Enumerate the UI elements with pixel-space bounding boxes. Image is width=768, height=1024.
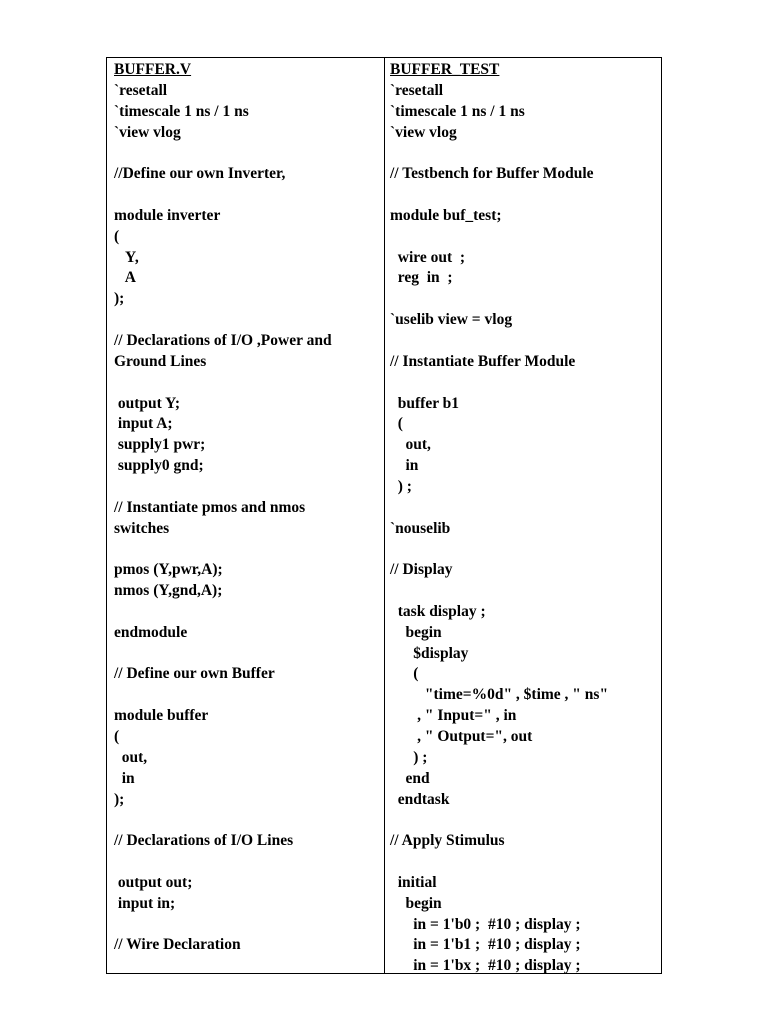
buffer-v-column	[107, 58, 385, 973]
buffer-v-code-line	[114, 602, 384, 623]
buffer-test-code-line: `nouselib	[390, 519, 451, 537]
buffer-v-code-line: output Y;	[114, 394, 181, 412]
buffer-test-code-line: end	[390, 769, 430, 787]
buffer-v-code-line: output out;	[114, 873, 193, 891]
buffer-v-code-line	[114, 644, 384, 665]
buffer-test-code-line: // Instantiate Buffer Module	[390, 352, 576, 370]
buffer-v-code-line: nmos (Y,gnd,A);	[114, 582, 223, 600]
buffer-test-code-line: `timescale 1 ns / 1 ns	[390, 102, 525, 120]
buffer-v-code-line	[114, 685, 384, 706]
buffer-v-code-line: );	[114, 790, 125, 808]
buffer-test-code-line	[390, 581, 661, 602]
buffer-v-code	[114, 81, 384, 956]
buffer-test-code-line: // Testbench for Buffer Module	[390, 165, 594, 183]
buffer-test-code-line	[390, 810, 661, 831]
buffer-v-code-line: //Define our own Inverter,	[114, 165, 286, 183]
code-table	[106, 57, 662, 974]
buffer-v-code-line: // Declarations of I/O ,Power and	[114, 331, 332, 349]
buffer-test-column	[385, 58, 661, 973]
buffer-test-code-line: , " Input=" , in	[390, 707, 517, 725]
buffer-v-code-line	[114, 477, 384, 498]
buffer-v-code-line: );	[114, 290, 125, 308]
buffer-v-code-line	[114, 185, 384, 206]
buffer-v-code-line: // Wire Declaration	[114, 936, 241, 954]
buffer-test-code-line: `view vlog	[390, 123, 457, 141]
buffer-test-code-line: reg in ;	[390, 269, 453, 287]
buffer-test-code-line: ) ;	[390, 477, 412, 495]
buffer-test-code-line: task display ;	[390, 602, 486, 620]
buffer-test-heading: BUFFER_TEST	[390, 61, 500, 78]
buffer-v-code-line	[114, 539, 384, 560]
buffer-test-code-line: buffer b1	[390, 394, 460, 412]
buffer-test-code-line: in = 1'bx ; #10 ; display ;	[390, 957, 581, 975]
buffer-v-code-line: supply0 gnd;	[114, 457, 204, 475]
buffer-test-code-line: begin	[390, 894, 442, 912]
buffer-test-code-line: $display	[390, 644, 469, 662]
buffer-test-code-line	[390, 289, 661, 310]
buffer-v-code-line: // Declarations of I/O Lines	[114, 832, 294, 850]
buffer-v-code-line	[114, 810, 384, 831]
buffer-test-code-line: initial	[390, 873, 437, 891]
buffer-test-code-line	[390, 498, 661, 519]
buffer-test-code-line	[390, 852, 661, 873]
buffer-test-code-line: (	[390, 665, 419, 683]
buffer-v-code-line: // Instantiate pmos and nmos	[114, 498, 306, 516]
buffer-v-code-line: (	[114, 227, 120, 245]
buffer-test-code-line: wire out ;	[390, 248, 466, 266]
buffer-test-code-line: begin	[390, 623, 442, 641]
buffer-v-code-line: input A;	[114, 415, 173, 433]
buffer-v-code-line	[114, 373, 384, 394]
buffer-test-code-line	[390, 331, 661, 352]
buffer-test-code-line: `resetall	[390, 81, 444, 99]
buffer-test-code-line: `uselib view = vlog	[390, 311, 513, 329]
buffer-test-code-line	[390, 373, 661, 394]
buffer-test-code-line	[390, 143, 661, 164]
buffer-test-code-line: // Display	[390, 561, 453, 579]
buffer-v-heading: BUFFER.V	[114, 61, 192, 78]
buffer-v-code-line: input in;	[114, 894, 176, 912]
buffer-test-code-line: (	[390, 415, 403, 433]
buffer-test-code-line: module buf_test;	[390, 206, 502, 224]
buffer-v-code-line: pmos (Y,pwr,A);	[114, 561, 223, 579]
buffer-v-code-line: `view vlog	[114, 123, 181, 141]
buffer-test-code	[390, 81, 661, 977]
buffer-test-code-line: endtask	[390, 790, 450, 808]
buffer-v-code-line: // Define our own Buffer	[114, 665, 275, 683]
buffer-v-code-line	[114, 852, 384, 873]
buffer-test-code-line: "time=%0d" , $time , " ns"	[390, 686, 609, 704]
buffer-v-code-line: Ground Lines	[114, 352, 207, 370]
buffer-v-code-line: Y,	[114, 248, 139, 266]
buffer-v-code-line: `resetall	[114, 81, 168, 99]
buffer-test-code-line: // Apply Stimulus	[390, 832, 505, 850]
buffer-v-code-line	[114, 143, 384, 164]
buffer-v-code-line: module buffer	[114, 707, 209, 725]
buffer-v-code-line	[114, 310, 384, 331]
buffer-v-code-line: switches	[114, 519, 170, 537]
buffer-v-code-line: endmodule	[114, 623, 188, 641]
buffer-v-code-line: A	[114, 269, 136, 287]
buffer-test-code-line: in = 1'b1 ; #10 ; display ;	[390, 936, 581, 954]
buffer-v-code-line: out,	[114, 748, 148, 766]
buffer-v-code-line: module inverter	[114, 206, 221, 224]
buffer-test-code-line: ) ;	[390, 748, 428, 766]
buffer-test-code-line: in	[390, 457, 419, 475]
buffer-test-code-line: out,	[390, 436, 431, 454]
buffer-v-code-line: in	[114, 769, 135, 787]
buffer-test-code-line: , " Output=", out	[390, 728, 533, 745]
buffer-test-code-line: in = 1'b0 ; #10 ; display ;	[390, 915, 581, 933]
buffer-v-code-line: (	[114, 728, 120, 745]
buffer-v-code-line	[114, 915, 384, 936]
buffer-test-code-line	[390, 539, 661, 560]
buffer-v-code-line: supply1 pwr;	[114, 436, 206, 454]
buffer-v-code-line: `timescale 1 ns / 1 ns	[114, 102, 249, 120]
buffer-test-code-line	[390, 185, 661, 206]
buffer-test-code-line	[390, 227, 661, 248]
